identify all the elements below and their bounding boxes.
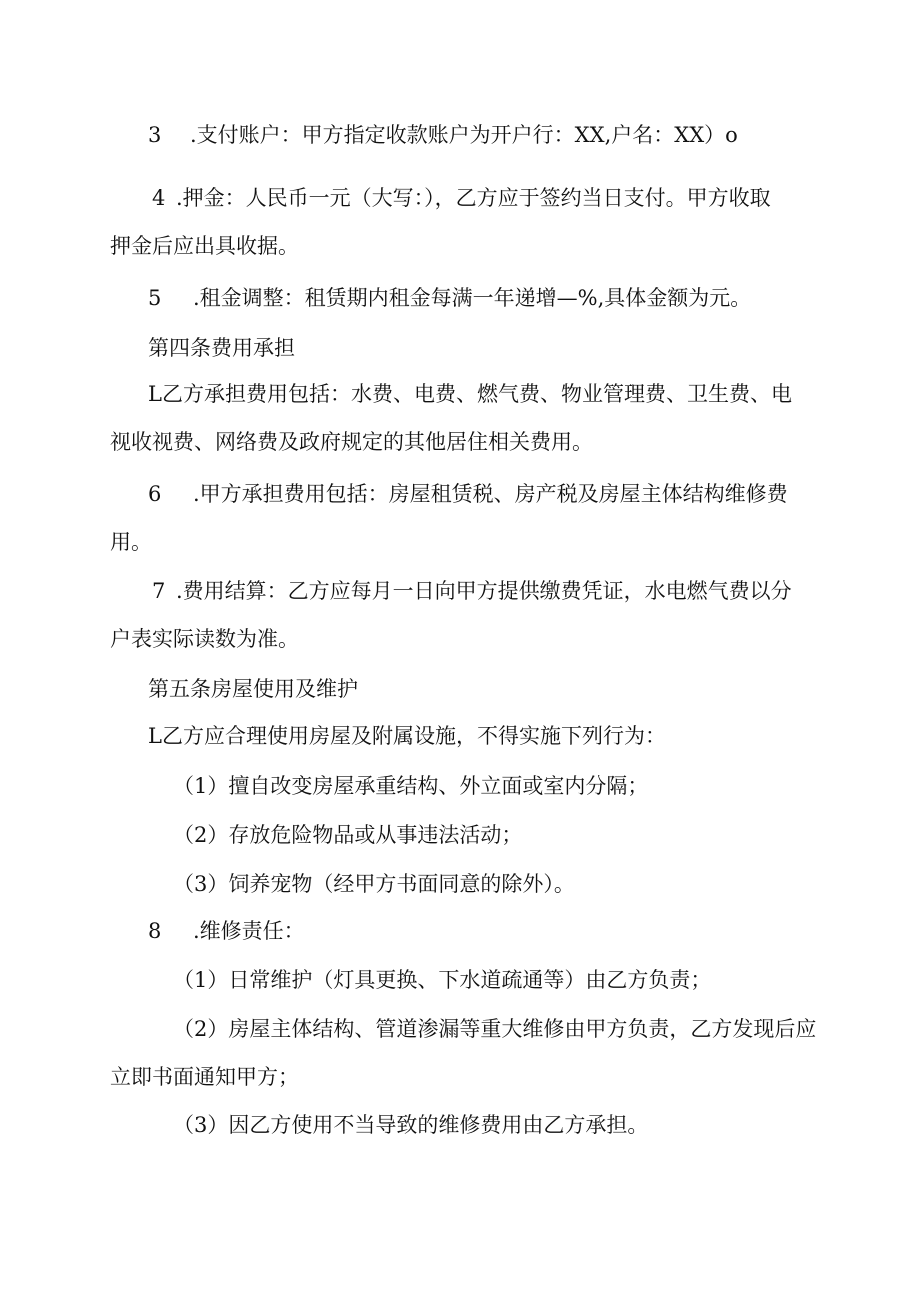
section-heading: 第四条费用承担	[148, 336, 295, 360]
item-number: 3	[148, 123, 162, 147]
paragraph-line: .租金调整：租赁期内租金每满一年递增—%,具体金额为元。	[193, 286, 752, 310]
paragraph-line: .支付账户：甲方指定收款账户为开户行：XX,户名：XX）o	[190, 123, 738, 147]
paragraph-line: .甲方承担费用包括：房屋租赁税、房产税及房屋主体结构维修费	[193, 482, 788, 506]
paragraph-line: 户表实际读数为准。	[110, 627, 299, 651]
list-item: 立即书面通知甲方；	[110, 1065, 299, 1089]
list-item: （1）日常维护（灯具更换、下水道疏通等）由乙方负责；	[173, 968, 712, 992]
list-item: （3）饲养宠物（经甲方书面同意的除外）。	[173, 872, 575, 896]
paragraph-line: 押金后应出具收据。	[110, 234, 299, 258]
paragraph-line: 视收视费、网络费及政府规定的其他居住相关费用。	[110, 430, 593, 454]
item-number: 6	[148, 482, 162, 506]
item-number: 5	[148, 286, 162, 310]
paragraph-line: .维修责任：	[193, 919, 305, 943]
item-number: 8	[148, 919, 162, 943]
paragraph-line: .费用结算：乙方应每月一日向甲方提供缴费凭证，水电燃气费以分	[176, 579, 792, 603]
paragraph-line: L乙方应合理使用房屋及附属设施，不得实施下列行为：	[148, 724, 666, 748]
item-number: 7	[152, 579, 166, 603]
paragraph-line: 用。	[110, 530, 152, 554]
list-item: （1）擅自改变房屋承重结构、外立面或室内分隔；	[173, 774, 649, 798]
list-item: （3）因乙方使用不当导致的维修费用由乙方承担。	[173, 1113, 649, 1137]
paragraph-line: .押金：人民币一元（大写：），乙方应于签约当日支付。甲方收取	[176, 186, 771, 210]
list-item: （2）房屋主体结构、管道渗漏等重大维修由甲方负责，乙方发现后应	[173, 1017, 817, 1041]
paragraph-line: L乙方承担费用包括：水费、电费、燃气费、物业管理费、卫生费、电	[148, 382, 792, 406]
section-heading: 第五条房屋使用及维护	[148, 677, 358, 701]
list-item: （2）存放危险物品或从事违法活动；	[173, 823, 523, 847]
item-number: 4	[152, 186, 166, 210]
